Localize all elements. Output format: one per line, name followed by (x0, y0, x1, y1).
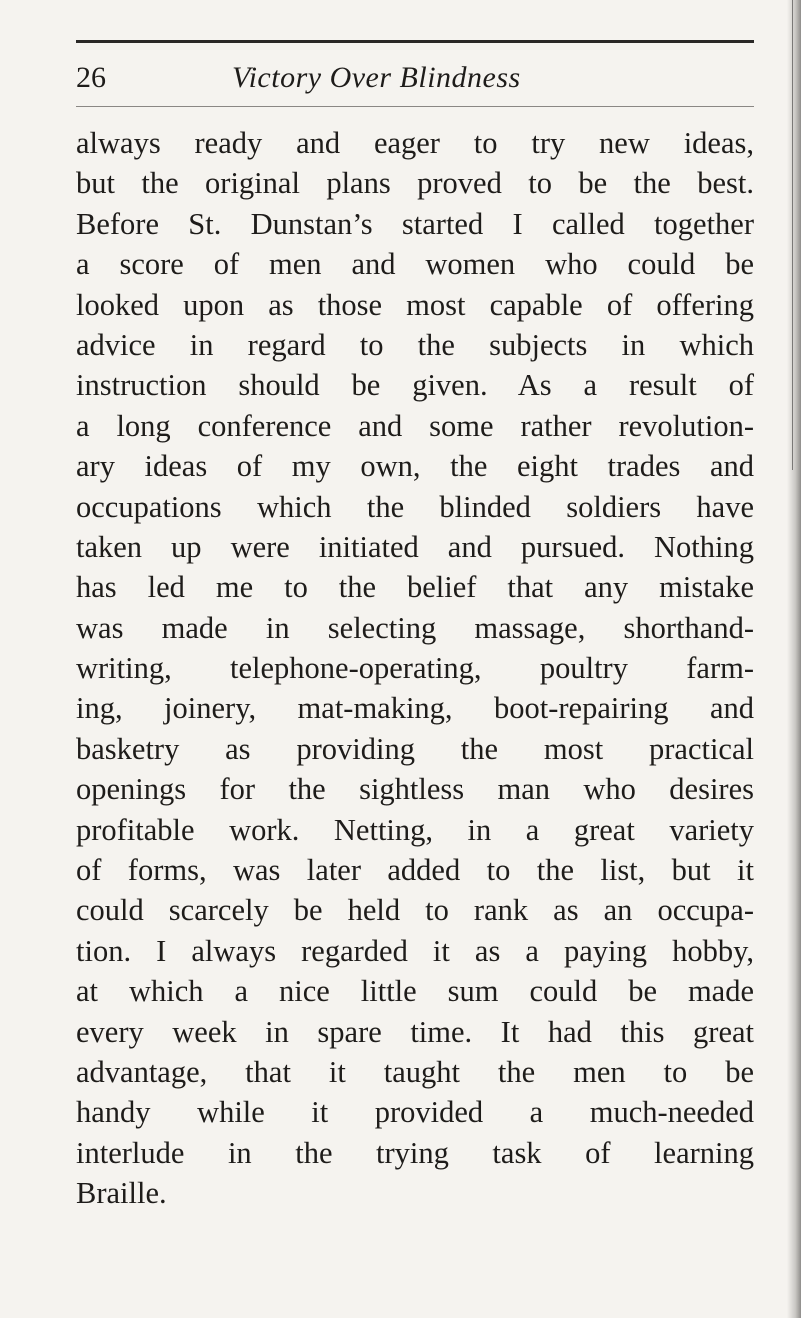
text-line: looked upon as those most capable of offering (76, 287, 754, 322)
text-line: occupations which the blinded soldiers have (76, 489, 754, 524)
text-line: a score of men and women who could be (76, 247, 754, 282)
text-line: Braille. (76, 1176, 167, 1211)
text-line: Before St. Dunstan’s started I called together (76, 206, 754, 241)
text-line: instruction should be given. As a result of (76, 368, 754, 403)
text-line: every week in spare time. It had this great (76, 1014, 754, 1049)
text-line: basketry as providing the most practical (76, 731, 754, 766)
body-paragraph (76, 123, 754, 1214)
text-line: has led me to the belief that any mistake (76, 570, 754, 605)
text-line: openings for the sightless man who desires (76, 772, 754, 807)
text-line: but the original plans proved to be the best. (76, 166, 754, 201)
text-line: writing, telephone-operating, poultry farm- (76, 651, 754, 686)
page-number: 26 (76, 61, 106, 94)
text-line: handy while it provided a much-needed (76, 1095, 754, 1130)
header-top-rule (76, 40, 754, 43)
text-line: ary ideas of my own, the eight trades and (76, 449, 754, 484)
running-head (76, 58, 754, 98)
text-line: interlude in the trying task of learning (76, 1135, 754, 1170)
header-bottom-rule (76, 106, 754, 107)
text-line: advice in regard to the subjects in which (76, 327, 754, 362)
text-line: advantage, that it taught the men to be (76, 1054, 754, 1089)
text-line: at which a nice little sum could be made (76, 974, 754, 1009)
text-line: a long conference and some rather revolution- (76, 408, 754, 443)
text-line: profitable work. Netting, in a great variety (76, 812, 754, 847)
text-line: always ready and eager to try new ideas, (76, 126, 754, 160)
text-line: could scarcely be held to rank as an occupa- (76, 893, 754, 928)
page-edge-line (792, 0, 793, 470)
text-line: was made in selecting massage, shorthand- (76, 610, 754, 645)
text-line: ing, joinery, mat-making, boot-repairing and (76, 691, 754, 726)
text-line: of forms, was later added to the list, but it (76, 853, 754, 888)
page-edge-shadow (787, 0, 801, 1318)
running-title: Victory Over Blindness (232, 61, 521, 94)
text-line: tion. I always regarded it as a paying hobby, (76, 933, 754, 968)
text-line: taken up were initiated and pursued. Nothing (76, 529, 754, 564)
